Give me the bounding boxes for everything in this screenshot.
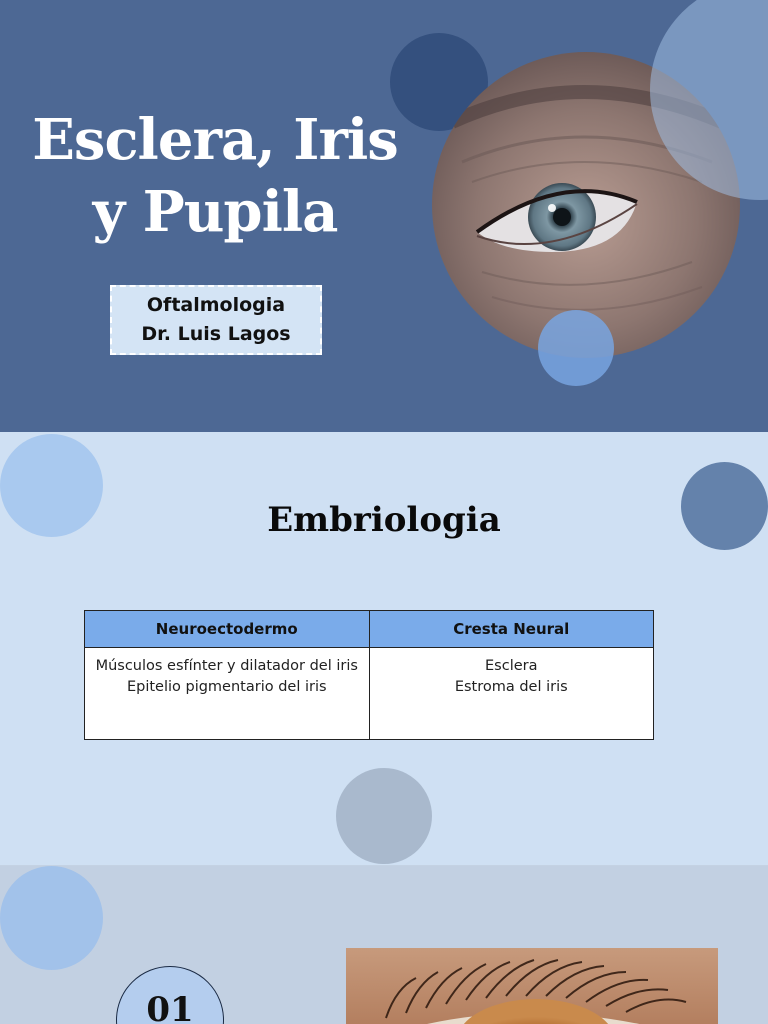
decor-circle-small-light [538,310,614,386]
embryology-table [84,610,654,740]
title-line-2: y Pupila [92,179,338,245]
list-item: Músculos esfínter y dilatador del iris [95,658,358,674]
section-number-badge: 01 [116,966,224,1024]
section-title: Embriologia [267,500,501,540]
iris-image [346,948,718,1024]
subtitle-box [110,285,322,355]
table-cell-neuroectoderm [85,648,370,740]
list-item: Estroma del iris [454,679,568,695]
presentation-title [30,104,400,248]
list-item: Epitelio pigmentario del iris [126,679,327,695]
iris-photo [346,948,718,1024]
table-header-neuroectoderm: Neuroectodermo [85,611,370,648]
section-slide [0,866,768,1024]
subtitle-course: Oftalmologia [146,294,286,316]
table-row [85,648,654,740]
decor-circle-left [0,866,103,970]
table-cell-neural-crest [369,648,654,740]
embryology-slide [0,432,768,865]
table-header-neural-crest: Cresta Neural [369,611,654,648]
decor-circle-bottom [336,768,432,864]
table-header-row [85,611,654,648]
list-item: Esclera [485,658,538,674]
title-slide [0,0,768,432]
title-line-1: Esclera, Iris [32,107,398,173]
subtitle-author: Dr. Luis Lagos [141,323,291,345]
